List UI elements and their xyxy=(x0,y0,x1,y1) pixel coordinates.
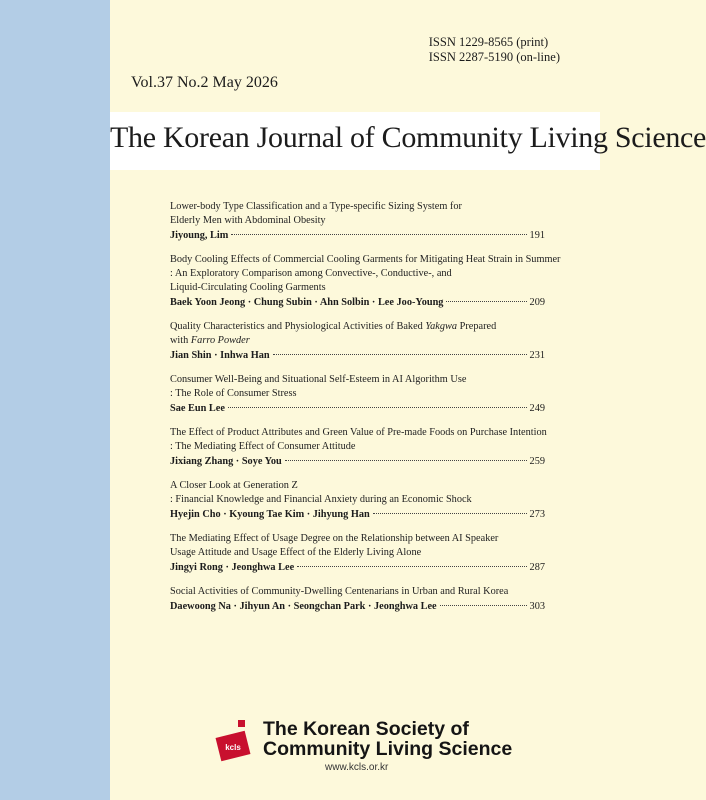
italic-term: Yakgwa xyxy=(425,321,458,332)
article-title-line: : The Mediating Effect of Consumer Attitude xyxy=(170,441,356,452)
article-title-line xyxy=(170,334,545,348)
article-title xyxy=(170,585,545,599)
table-of-contents xyxy=(170,200,561,624)
article-authors: Daewoong Na · Jihyun An · Seongchan Park · Jeonghwa Lee xyxy=(170,601,437,612)
article-title-line: : The Role of Consumer Stress xyxy=(170,388,297,399)
article-title-line: : An Exploratory Comparison among Convective-, Conductive-, and xyxy=(170,268,452,279)
journal-title: The Korean Journal of Community Living Science xyxy=(110,121,706,154)
toc-entry[interactable] xyxy=(170,200,545,243)
article-title-line xyxy=(170,320,545,334)
author-page-line xyxy=(170,560,545,575)
dot-leader xyxy=(373,513,527,514)
toc-entry[interactable] xyxy=(170,479,545,522)
author-page-line xyxy=(170,228,545,243)
article-page-number: 191 xyxy=(529,230,545,241)
issn-online: ISSN 2287-5190 (on-line) xyxy=(428,50,560,64)
issn-print: ISSN 1229-8565 (print) xyxy=(428,35,549,49)
article-title-line: Body Cooling Effects of Commercial Cooling Garments for Mitigating Heat Strain in Summer xyxy=(170,254,561,265)
volume-issue-date: Vol.37 No.2 May 2026 xyxy=(131,74,278,91)
toc-entry[interactable] xyxy=(170,320,545,363)
article-authors: Jingyi Rong · Jeonghwa Lee xyxy=(170,562,295,573)
article-title xyxy=(170,426,545,454)
author-page-line xyxy=(170,348,545,363)
publisher-name-line1: The Korean Society of xyxy=(263,718,469,740)
toc-entry[interactable] xyxy=(170,426,545,469)
logo-text: kcls xyxy=(225,743,241,752)
article-page-number: 231 xyxy=(529,350,545,361)
dot-leader xyxy=(440,605,527,606)
dot-leader xyxy=(297,566,526,567)
author-page-line xyxy=(170,507,545,522)
article-authors: Jian Shin · Inhwa Han xyxy=(170,350,270,361)
dot-leader xyxy=(228,407,527,408)
article-title-line: Lower-body Type Classification and a Type-specific Sizing System for xyxy=(170,201,462,212)
article-title-line: Liquid-Circulating Cooling Garments xyxy=(170,282,326,293)
article-title-line: Social Activities of Community-Dwelling Centenarians in Urban and Rural Korea xyxy=(170,586,509,597)
title-banner xyxy=(110,112,706,170)
toc-entry[interactable] xyxy=(170,373,545,416)
title-text-segment: Prepared xyxy=(457,321,497,332)
toc-entry[interactable] xyxy=(170,532,545,575)
article-title xyxy=(170,200,545,228)
article-page-number: 209 xyxy=(529,297,545,308)
dot-leader xyxy=(231,234,526,235)
article-title-line: A Closer Look at Generation Z xyxy=(170,480,298,491)
toc-entry[interactable] xyxy=(170,253,561,310)
article-title-line: : Financial Knowledge and Financial Anxiety during an Economic Shock xyxy=(170,494,472,505)
dot-leader xyxy=(273,354,527,355)
article-title xyxy=(170,532,545,560)
article-title xyxy=(170,479,545,507)
toc-entry[interactable] xyxy=(170,585,545,614)
author-page-line xyxy=(170,295,545,310)
article-page-number: 273 xyxy=(529,509,545,520)
article-title-line: The Effect of Product Attributes and Green Value of Pre-made Foods on Purchase Intention xyxy=(170,427,547,438)
author-page-line xyxy=(170,454,545,469)
issn-block xyxy=(429,35,560,65)
author-page-line xyxy=(170,599,545,614)
author-page-line xyxy=(170,401,545,416)
article-title-line: Consumer Well-Being and Situational Self-Esteem in AI Algorithm Use xyxy=(170,374,467,385)
article-authors: Baek Yoon Jeong · Chung Subin · Ahn Solbin · Lee Joo-Young xyxy=(170,297,444,308)
article-page-number: 287 xyxy=(529,562,545,573)
dot-leader xyxy=(285,460,527,461)
article-authors: Jixiang Zhang · Soye You xyxy=(170,456,282,467)
article-title-line: Elderly Men with Abdominal Obesity xyxy=(170,215,326,226)
article-page-number: 249 xyxy=(529,403,545,414)
article-authors: Jiyoung, Lim xyxy=(170,230,229,241)
article-title-line: Usage Attitude and Usage Effect of the Elderly Living Alone xyxy=(170,547,422,558)
article-title xyxy=(170,253,561,295)
publisher-block xyxy=(215,718,515,778)
article-authors: Hyejin Cho · Kyoung Tae Kim · Jihyung Han xyxy=(170,509,370,520)
publisher-name xyxy=(263,719,512,759)
italic-term: Farro Powder xyxy=(190,335,250,346)
title-text-segment: Quality Characteristics and Physiological Activities of Baked xyxy=(170,321,426,332)
title-text-segment: with xyxy=(170,335,191,346)
article-title xyxy=(170,373,545,401)
article-title-line: The Mediating Effect of Usage Degree on the Relationship between AI Speaker xyxy=(170,533,499,544)
publisher-name-line2: Community Living Science xyxy=(263,738,513,760)
article-page-number: 303 xyxy=(529,601,545,612)
cover-spine-stripe xyxy=(0,0,110,800)
article-page-number: 259 xyxy=(529,456,545,467)
article-title xyxy=(170,320,545,348)
dot-leader xyxy=(446,301,526,302)
article-authors: Sae Eun Lee xyxy=(170,403,225,414)
publisher-url[interactable]: www.kcls.or.kr xyxy=(325,762,389,773)
